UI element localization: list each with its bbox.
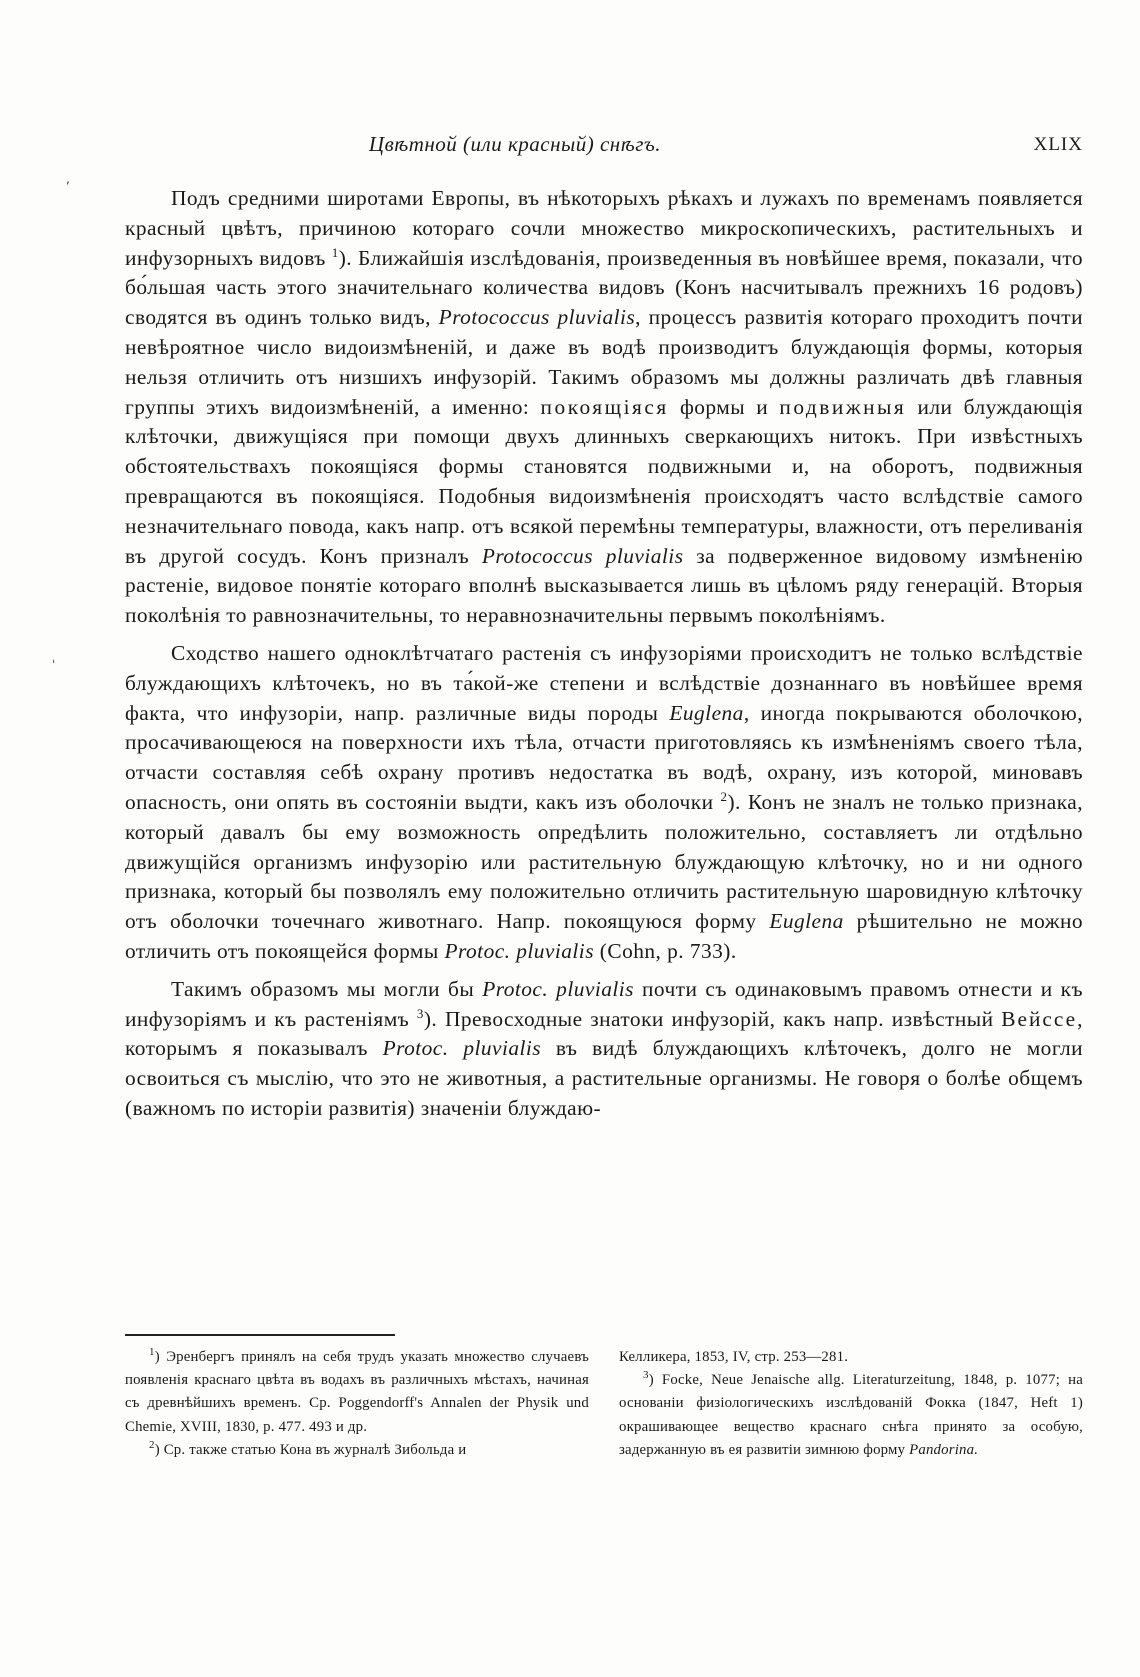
footnote-2-continued <box>619 1346 1083 1369</box>
scan-mark: ˈ <box>52 658 56 672</box>
footnote-ref-1: 1 <box>331 244 339 260</box>
species-name: Protococcus pluvialis <box>438 305 636 330</box>
paragraph-3 <box>125 975 1083 1124</box>
footnote-ref-2: 2 <box>720 788 728 804</box>
footnotes <box>125 1346 1083 1496</box>
text-run: или блуждающія клѣточки, движущіяся при помощи двухъ длинныхъ сверкающихъ нитокъ. При извѣстныхъ обстоятельствахъ покоящіяся формы становятся подвижными и, на оборотъ, подвижныя превращаются въ покоящіяся. Подобныя видоизмѣненія происходятъ часто вслѣдствіе самого незначительнаго повода, какъ напр. отъ всякой перемѣны температуры, влажности, отъ переливанія въ другой сосудъ. Конъ призналъ <box>125 394 1083 568</box>
main-text <box>125 184 1083 1124</box>
text-run: (Cohn, p. 733). <box>593 938 737 963</box>
species-name: Protoc. pluvialis <box>382 1036 542 1061</box>
text-run: ). Ближайшія изслѣдованія, произведенныя въ новѣйшее время, показали, что бо́льшая часть этого значительнаго количества видовъ (Конъ насчитывалъ прежнихъ 16 родовъ) сводятся въ одинъ только видъ, <box>125 245 1083 330</box>
footnote-column-left <box>125 1346 589 1462</box>
text-run: ). Превосходные знатоки инфузорій, какъ напр. извѣстный <box>423 1006 1002 1031</box>
text-run: почти съ одинаковымъ правомъ отнести и къ инфузоріямъ и къ растеніямъ <box>125 976 1083 1031</box>
running-header <box>125 132 1083 172</box>
footnote-ref-3: 3 <box>416 1005 424 1021</box>
footnote-text: Келликера, 1853, IV, стр. 253—281. <box>619 1349 849 1365</box>
spaced-emphasis: подвижныя <box>779 394 907 419</box>
running-title: Цвѣтной (или красный) снѣгъ. <box>368 132 662 156</box>
text-run: Подъ средними широтами Европы, въ нѣкоторыхъ рѣкахъ и лужахъ по временамъ появляется красный цвѣтъ, причиною котораго сочли множество микроскопическихъ, растительныхъ и инфузорныхъ видовъ <box>125 186 1083 270</box>
text-run: ). Конъ не зналъ не только признака, который давалъ бы ему возможность опредѣлить положительно, составляетъ ли отдѣльно движущійся организмъ инфузорію или растительную блуждающую клѣточку, но и ни одного признака, который бы позволялъ ему положительно отличить растительную шаровидную клѣточку отъ оболочки точечнаго животнаго. Напр. покоящуюся форму <box>125 789 1083 934</box>
text-run: , процессъ развитія котораго проходитъ почти невѣроятное число видоизмѣненій, и даже въ водѣ производитъ блуждающія формы, которыя нельзя отличить отъ низшихъ инфузорій. Такимъ образомъ мы должны различать двѣ главныя группы этихъ видоизмѣненій, а именно: <box>125 305 1083 419</box>
spaced-emphasis: покоящіяся <box>540 394 669 419</box>
species-name: Protoc. pluvialis <box>444 938 594 963</box>
footnote-column-right <box>619 1346 1083 1462</box>
species-name: Pandorina. <box>909 1441 979 1458</box>
footnote-number: 1 <box>149 1346 155 1359</box>
footnote-number: 3 <box>643 1369 649 1382</box>
footnote-1 <box>125 1346 589 1439</box>
person-name: Вейссе <box>1001 1006 1078 1031</box>
text-run: рѣшительно не можно отличить отъ покоящейся формы <box>125 909 1084 963</box>
text-run: въ видѣ блуждающихъ клѣточекъ, долго не могли освоиться съ мыслію, что это не животныя, а растительные организмы. Не говоря о болѣе общемъ (важномъ по исторіи развитія) значеніи блуждаю- <box>125 1036 1083 1120</box>
footnote-text: ) Focke, Neue Jenaische allg. Literaturzeitung, 1848, p. 1077; на основаніи физіологическихъ изслѣдованій Фокка (1847, Heft 1) окрашивающее вещество краснаго снѣга принято за особую, задержанную въ ея развитіи зимнюю форму <box>619 1372 1083 1458</box>
text-run: , которымъ я показывалъ <box>125 1006 1083 1061</box>
page-number: XLIX <box>1033 134 1083 155</box>
footnote-2 <box>125 1439 589 1462</box>
paragraph-2 <box>125 639 1083 967</box>
footnote-divider <box>125 1334 395 1336</box>
species-name: Protococcus pluvialis <box>481 543 684 568</box>
footnote-text: ) Ср. также статью Кона въ журналѣ Зибольда и <box>154 1441 467 1458</box>
scan-mark: , <box>66 172 70 186</box>
species-name: Protoc. pluvialis <box>482 976 634 1001</box>
text-run: Сходство нашего одноклѣтчатаго растенія съ инфузоріями происходитъ не только вслѣдствіе блуждающихъ клѣточекъ, но въ та́кой-же степени и вслѣдствіе дознаннаго въ новѣйшее время факта, что инфузоріи, напр. различные виды породы <box>125 640 1083 725</box>
text-run: за подверженное видовому измѣненію растеніе, видовое понятіе котораго вполнѣ высказывается лишь въ цѣломъ ряду генерацій. Вторыя поколѣнія то равнозначительны, то неравнозначительны первымъ поколѣніямъ. <box>125 543 1084 628</box>
text-run: , иногда покрываются оболочкою, просачивающеюся на поверхности ихъ тѣла, отчасти приготовляясь къ измѣненіямъ своего тѣла, отчасти составляя себѣ охрану противъ недостатка въ водѣ, охрану, изъ которой, миновавъ опасность, они опять въ состояніи выдти, какъ изъ оболочки <box>125 700 1083 814</box>
species-name: Euglena <box>769 909 844 934</box>
species-name: Euglena <box>669 700 744 725</box>
text-run: Такимъ образомъ мы могли бы <box>171 976 483 1001</box>
footnote-3 <box>619 1369 1083 1462</box>
footnote-text: ) Эренбергъ принялъ на себя трудъ указать множество случаевъ появленія краснаго цвѣта въ водахъ въ различныхъ мѣстахъ, начиная съ древнѣйшихъ временъ. Cp. Poggendorff's Annalen der Physik und Chemie, XVIII, 1830, p. 477. 493 и др. <box>125 1349 589 1435</box>
paragraph-1 <box>125 184 1083 631</box>
footnote-number: 2 <box>149 1438 155 1451</box>
text-run: формы и <box>668 394 780 419</box>
